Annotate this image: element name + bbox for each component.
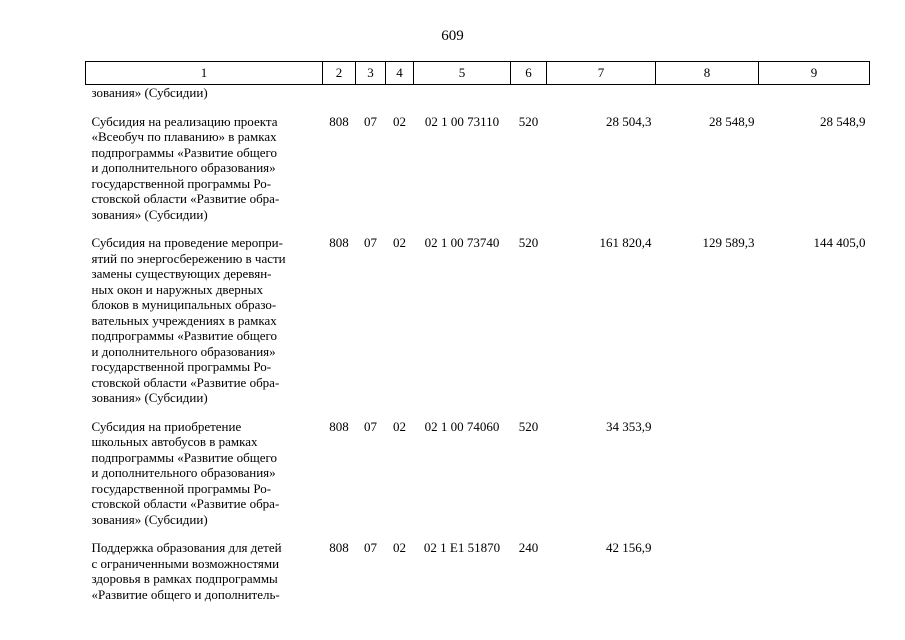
- row-value-year3: 144 405,0: [813, 235, 866, 250]
- header-row: [86, 62, 870, 85]
- row-value-year2: 129 589,3: [702, 235, 755, 250]
- row-ministry: 808: [329, 113, 349, 129]
- row-subsection: 02: [393, 418, 406, 434]
- row-expense-type: [511, 85, 547, 101]
- row-value-year1: [547, 85, 656, 101]
- budget-table: [85, 61, 870, 602]
- row-ministry: 808: [329, 418, 349, 434]
- row-target: 02 1 E1 51870: [423, 540, 501, 555]
- row-value-year1: 34 353,9: [606, 418, 652, 434]
- row-expense-type: 520: [518, 235, 539, 250]
- table-row: [86, 101, 870, 223]
- row-subsection: 02: [393, 113, 406, 129]
- row-subsection: [386, 85, 414, 101]
- row-section: 07: [364, 418, 377, 434]
- column-header-9: 9: [759, 62, 870, 85]
- table-header: [86, 62, 870, 85]
- column-header-7: 7: [547, 62, 656, 85]
- table-row: [86, 85, 870, 101]
- row-value-year3: [759, 85, 870, 101]
- row-expense-type: 520: [518, 418, 539, 434]
- row-target: 02 1 00 73110: [424, 113, 500, 129]
- row-name: Субсидия на проведение меропри- ятий по энергосбережению в части замены существующих деревян- ных окон и наружных дверных блоков в муниципальных образо- вательных учреждениях в рамках подпрограммы «Развитие общего и дополнительного образования» государственной программы Ро- стовской области «Развитие обра- зования» (Субсидии): [91, 235, 286, 405]
- row-section: 07: [364, 540, 377, 555]
- row-section: 07: [364, 113, 377, 129]
- table-row: [86, 406, 870, 528]
- row-expense-type: 240: [518, 540, 539, 555]
- table-body: [86, 85, 870, 603]
- row-ministry: 808: [329, 540, 349, 555]
- column-header-3: 3: [356, 62, 386, 85]
- row-name: Субсидия на приобретение школьных автобусов в рамках подпрограммы «Развитие общего и дополнительного образования» государственной программы Ро- стовской области «Развитие обра- зования» (Субсидии): [91, 418, 280, 527]
- row-value-year1: 28 504,3: [606, 113, 652, 129]
- row-name: Поддержка образования для детей с ограниченными возможностями здоровья в рамках подпрограммы «Развитие общего и дополнитель-: [91, 540, 282, 602]
- table-row: [86, 527, 870, 602]
- column-header-1: 1: [86, 62, 323, 85]
- column-header-4: 4: [386, 62, 414, 85]
- row-value-year2: [656, 85, 759, 101]
- table-row: [86, 222, 870, 406]
- row-ministry: [323, 85, 356, 101]
- row-value-year1: 161 820,4: [599, 235, 652, 250]
- row-target: [414, 85, 511, 101]
- column-header-6: 6: [511, 62, 547, 85]
- row-subsection: 02: [393, 540, 406, 555]
- row-subsection: 02: [393, 235, 406, 250]
- row-value-year2: [656, 527, 759, 602]
- row-value-year3: [759, 406, 870, 528]
- row-value-year3: 28 548,9: [820, 113, 866, 129]
- row-section: [356, 85, 386, 101]
- row-target: 02 1 00 74060: [424, 418, 500, 434]
- row-section: 07: [364, 235, 377, 250]
- column-header-5: 5: [414, 62, 511, 85]
- row-value-year2: [656, 406, 759, 528]
- column-header-2: 2: [323, 62, 356, 85]
- row-name: Субсидия на реализацию проекта «Всеобуч по плаванию» в рамках подпрограммы «Развитие общего и дополнительного образования» государственной программы Ро- стовской области «Развитие обра- зования» (Субсидии): [91, 113, 280, 222]
- page-number: 609: [441, 28, 464, 44]
- row-value-year3: [759, 527, 870, 602]
- row-target: 02 1 00 73740: [424, 235, 500, 250]
- row-ministry: 808: [329, 235, 349, 250]
- row-value-year1: 42 156,9: [606, 540, 652, 555]
- row-expense-type: 520: [518, 113, 539, 129]
- row-value-year2: 28 548,9: [709, 113, 755, 129]
- column-header-8: 8: [656, 62, 759, 85]
- row-name: зования» (Субсидии): [91, 85, 208, 100]
